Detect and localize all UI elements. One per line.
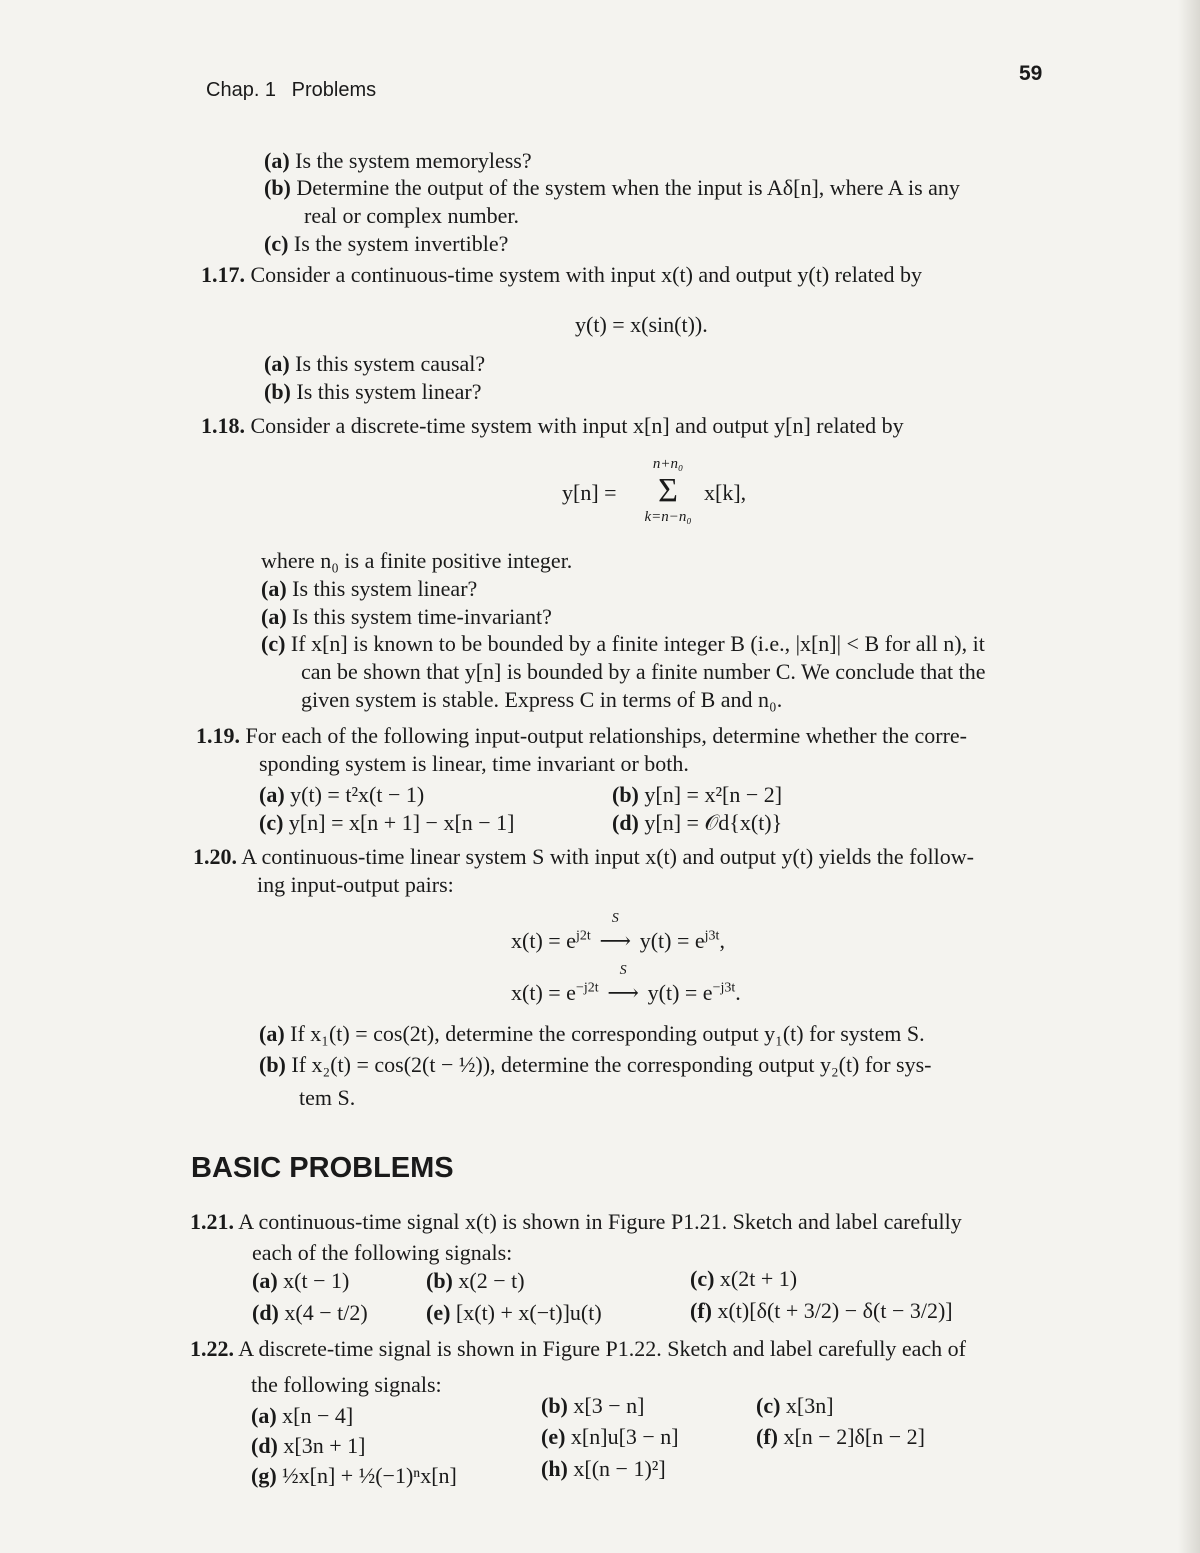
problem-1-17-equation: y(t) = x(sin(t)). xyxy=(575,312,708,337)
problem-1-21-c: (c) x(2t + 1) xyxy=(690,1266,798,1291)
problem-1-20: 1.20. A continuous-time linear system S with input x(t) and output y(t) yields the follow- xyxy=(193,844,974,869)
problem-1-22-cont: the following signals: xyxy=(251,1372,442,1397)
problem-1-19-d: (d) y[n] = 𝒪d{x(t)} xyxy=(612,810,783,835)
problem-1-19-b: (b) y[n] = x²[n − 2] xyxy=(612,782,783,807)
problem-1-22-c: (c) x[3n] xyxy=(756,1393,834,1418)
system-arrow-2: S ⟶ xyxy=(607,963,639,1005)
problem-1-21-f: (f) x(t)[δ(t + 3/2) − δ(t − 3/2)] xyxy=(690,1298,953,1323)
section-label: Problems xyxy=(291,79,377,101)
problem-1-17: 1.17. Consider a continuous-time system with input x(t) and output y(t) related by xyxy=(201,262,922,287)
problem-1-17-b: (b) Is this system linear? xyxy=(264,379,482,404)
problem-1-21-a: (a) x(t − 1) xyxy=(252,1268,350,1293)
problem-1-21-b: (b) x(2 − t) xyxy=(426,1268,525,1293)
problem-1-22-g: (g) ½x[n] + ½(−1)ⁿx[n] xyxy=(251,1463,457,1488)
chapter-label: Chap. 1 xyxy=(206,79,277,101)
problem-1-22-b: (b) x[3 − n] xyxy=(541,1393,645,1418)
problem-1-22-e: (e) x[n]u[3 − n] xyxy=(541,1424,679,1449)
problem-1-19-a: (a) y(t) = t²x(t − 1) xyxy=(259,782,425,807)
problem-1-22-h: (h) x[(n − 1)²] xyxy=(541,1456,666,1481)
problem-1-21: 1.21. A continuous-time signal x(t) is shown in Figure P1.21. Sketch and label carefully xyxy=(190,1209,962,1234)
section-heading: BASIC PROBLEMS xyxy=(191,1152,454,1184)
sum-upper-limit: n+n₀ xyxy=(652,456,684,472)
sum-lower-limit: k=n−n₀ xyxy=(644,509,692,525)
page-number: 59 xyxy=(1019,62,1043,85)
problem-1-19-c: (c) y[n] = x[n + 1] − x[n − 1] xyxy=(259,810,515,835)
problem-1-18-eq-lhs: y[n] = xyxy=(562,480,617,505)
io-pair-2: $x(t) = e^{-j2t}$ S ⟶ $y(t) = e^{-j3t}$. xyxy=(511,963,741,1005)
problem-1-18-c-cont: can be shown that y[n] is bounded by a finite number C. We conclude that the xyxy=(301,659,986,684)
problem-1-16-b-cont: real or complex number. xyxy=(304,203,520,228)
problem-1-22-f: (f) x[n − 2]δ[n − 2] xyxy=(756,1424,925,1449)
problem-1-17-a: (a) Is this system causal? xyxy=(264,351,486,376)
problem-1-18-where: where n₀ is a finite positive integer. xyxy=(261,548,573,573)
problem-1-18-c-cont2: given system is stable. Express C in terms of B and n₀. xyxy=(301,687,783,712)
problem-1-18-c: (c) If x[n] is known to be bounded by a finite integer B (i.e., |x[n]| < B for all n), it xyxy=(261,631,985,656)
problem-1-20-b-cont: tem S. xyxy=(299,1085,356,1110)
problem-1-19: 1.19. For each of the following input-output relationships, determine whether the corre- xyxy=(196,723,968,748)
problem-1-18-a: (a) Is this system linear? xyxy=(261,576,478,601)
running-header xyxy=(206,79,386,102)
problem-1-21-d: (d) x(4 − t/2) xyxy=(252,1300,368,1325)
sigma-symbol: Σ xyxy=(658,472,678,509)
problem-1-22-d: (d) x[3n + 1] xyxy=(251,1433,366,1458)
problem-1-20-a: (a) If x₁(t) = cos(2t), determine the corresponding output y₁(t) for system S. xyxy=(259,1021,925,1046)
problem-1-20-b: (b) If x₂(t) = cos(2(t − ½)), determine the corresponding output y₂(t) for sys- xyxy=(259,1052,932,1077)
system-arrow-1: S ⟶ xyxy=(599,911,631,953)
problem-1-19-cont: sponding system is linear, time invariant or both. xyxy=(259,751,689,776)
problem-1-22-a: (a) x[n − 4] xyxy=(251,1403,354,1428)
page-edge-shadow xyxy=(1178,0,1200,1553)
problem-1-16-a: (a) Is the system memoryless? xyxy=(264,148,532,173)
summation xyxy=(634,456,702,526)
problem-1-18-a2: (a) Is this system time-invariant? xyxy=(261,604,552,629)
problem-1-18: 1.18. Consider a discrete-time system with input x[n] and output y[n] related by xyxy=(201,413,904,438)
problem-1-16-b: (b) Determine the output of the system when the input is Aδ[n], where A is any xyxy=(264,175,960,200)
problem-1-21-e: (e) [x(t) + x(−t)]u(t) xyxy=(426,1300,602,1325)
problem-1-16-c: (c) Is the system invertible? xyxy=(264,231,509,256)
io-pair-1: $x(t) = e^{j2t}$ S ⟶ $y(t) = e^{j3t}$, xyxy=(511,911,725,953)
problem-1-20-cont: ing input-output pairs: xyxy=(257,872,454,897)
problem-1-18-eq-rhs: x[k], xyxy=(704,480,747,505)
problem-1-22: 1.22. A discrete-time signal is shown in Figure P1.22. Sketch and label carefully each of xyxy=(190,1336,966,1361)
problem-1-21-cont: each of the following signals: xyxy=(252,1240,513,1265)
